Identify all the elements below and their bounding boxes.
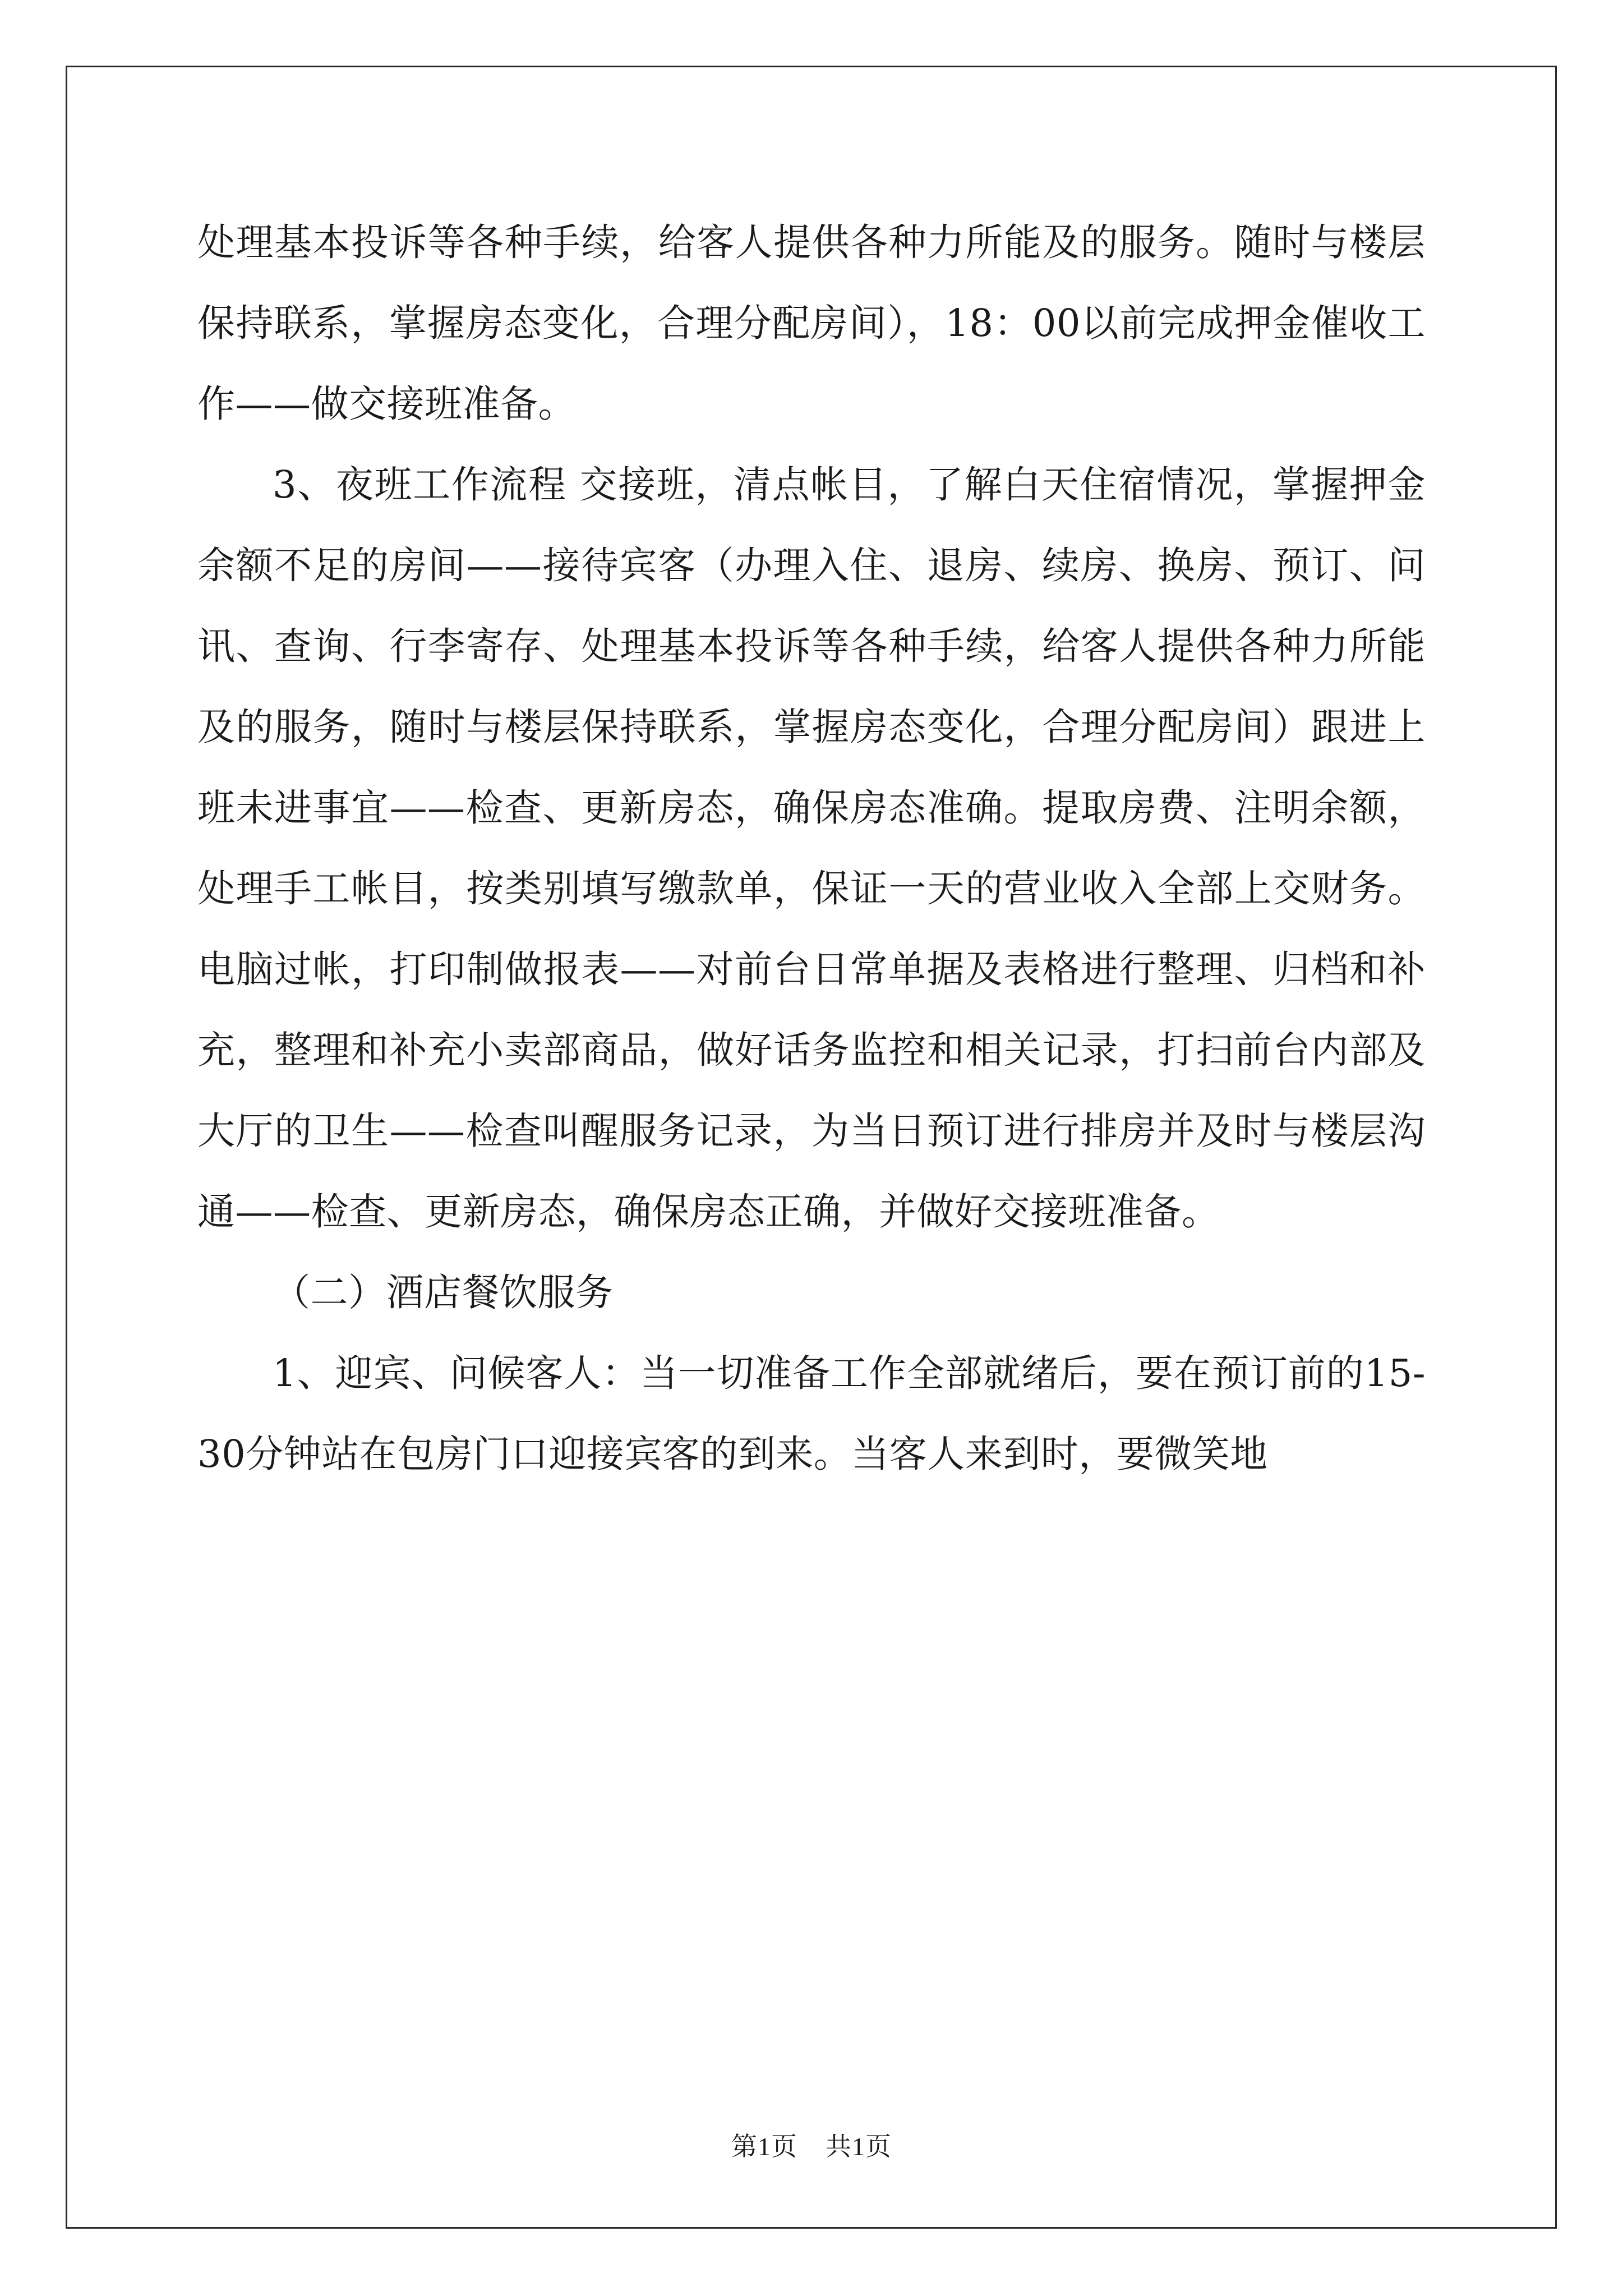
page-total: 共1页: [826, 2132, 892, 2161]
page-footer: [0, 2126, 1623, 2163]
paragraph-continuation: 处理基本投诉等各种手续，给客人提供各种力所能及的服务。随时与楼层保持联系，掌握房态变化，合理分配房间），18：00以前完成押金催收工作——做交接班准备。: [197, 220, 1426, 426]
page-number: 第1页: [731, 2132, 797, 2161]
paragraph-greeting: 1、迎宾、问候客人：当一切准备工作全部就绪后，要在预订前的15-30分钟站在包房门口迎接宾客的到来。当客人来到时，要微笑地: [197, 1351, 1426, 1476]
section-heading-catering: （二）酒店餐饮服务: [273, 1271, 614, 1314]
paragraph-night-shift: 3、夜班工作流程 交接班，清点帐目，了解白天住宿情况，掌握押金余额不足的房间——接待宾客（办理入住、退房、续房、换房、预订、问讯、查询、行李寄存、处理基本投诉等各种手续，给客人提供各种力所能及的服务，随时与楼层保持联系，掌握房态变化，合理分配房间）跟进上班未进事宜——检查、更新房态，确保房态准确。提取房费、注明余额，处理手工帐目，按类别填写缴款单，保证一天的营业收入全部上交财务。电脑过帐，打印制做报表——对前台日常单据及表格进行整理、归档和补充，整理和补充小卖部商品，做好话务监控和相关记录，打扫前台内部及大厅的卫生——检查叫醒服务记录，为当日预订进行排房并及时与楼层沟通——检查、更新房态，确保房态正确，并做好交接班准备。: [197, 463, 1426, 1234]
document-body: [197, 202, 1426, 1494]
